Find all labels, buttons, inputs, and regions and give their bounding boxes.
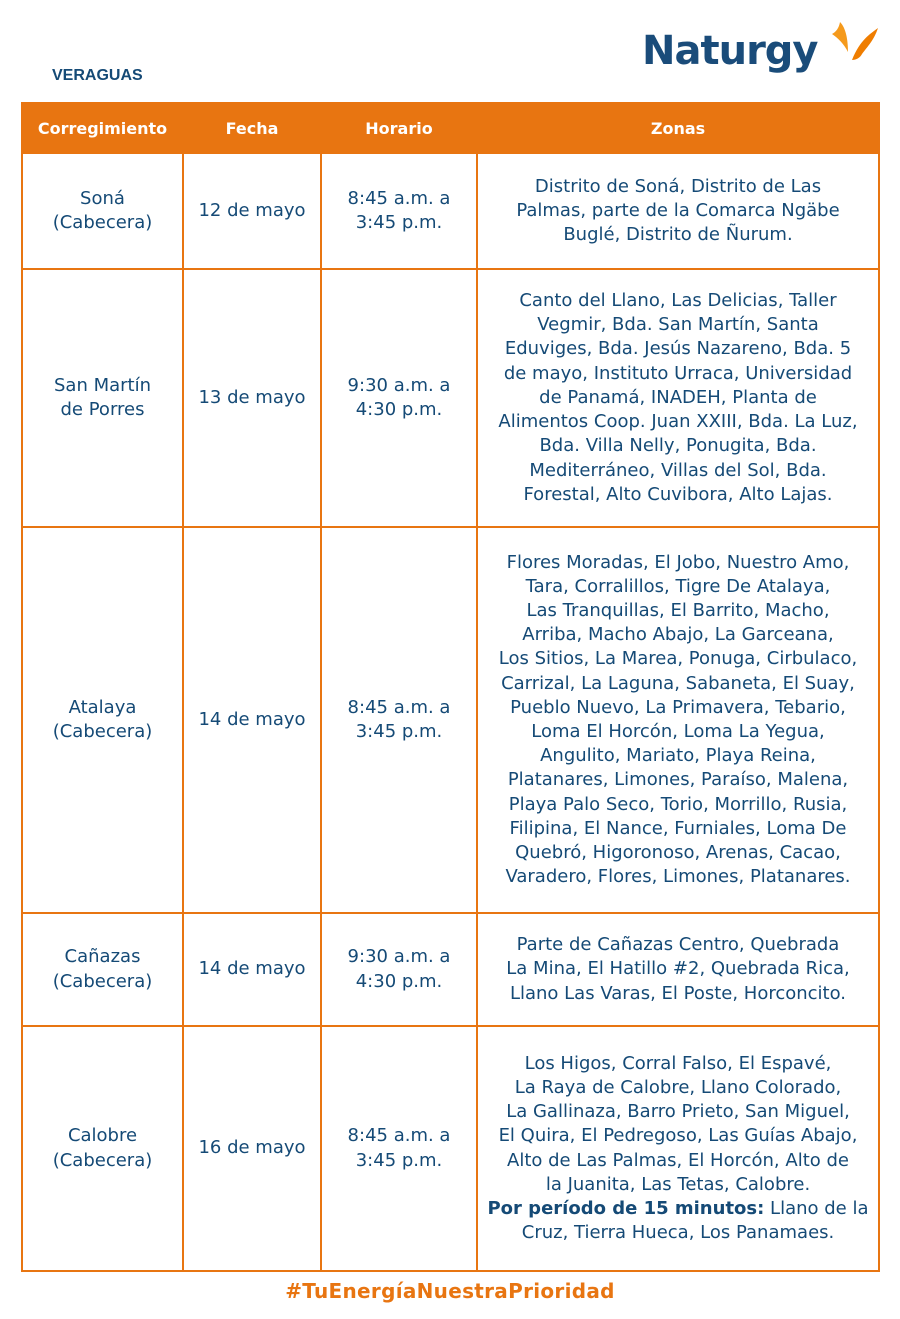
horario-line: 8:45 a.m. a	[347, 1125, 451, 1147]
zonas-line: La Mina, El Hatillo #2, Quebrada Rica,	[506, 958, 850, 980]
zonas-cell	[477, 527, 879, 913]
fecha-cell: 14 de mayo	[183, 527, 321, 913]
zonas-cell	[477, 269, 879, 527]
zonas-line: Loma El Horcón, Loma La Yegua,	[531, 721, 825, 742]
corregimiento-line: Calobre	[67, 1125, 138, 1147]
corregimiento-cell	[22, 1026, 183, 1271]
zonas-line: Distrito de Soná, Distrito de Las	[534, 175, 822, 197]
table-row	[22, 913, 879, 1026]
horario-cell	[321, 269, 477, 527]
zonas-line: la Juanita, Las Tetas, Calobre.	[545, 1173, 811, 1195]
horario-cell	[321, 913, 477, 1026]
horario-cell	[321, 153, 477, 269]
butterfly-icon	[830, 18, 882, 70]
zonas-cell	[477, 1026, 879, 1271]
horario-line: 4:30 p.m.	[355, 970, 443, 992]
corregimiento-cell	[22, 913, 183, 1026]
zonas-line: Alto de Las Palmas, El Horcón, Alto de	[507, 1149, 849, 1171]
zonas-line: Pueblo Nuevo, La Primavera, Tebario,	[510, 696, 846, 718]
zonas-cell	[477, 153, 879, 269]
corregimiento-line: (Cabecera)	[52, 721, 153, 742]
fecha-cell: 14 de mayo	[183, 913, 321, 1026]
zonas-line: Palmas, parte de la Comarca Ngäbe	[516, 199, 840, 221]
zonas-line: Eduviges, Bda. Jesús Nazareno, Bda. 5	[504, 338, 852, 360]
schedule-table	[21, 102, 880, 1272]
footer-hashtag: #TuEnergíaNuestraPrioridad	[285, 1279, 615, 1303]
corregimiento-cell	[22, 269, 183, 527]
fecha-cell: 16 de mayo	[183, 1026, 321, 1271]
corregimiento-cell	[22, 153, 183, 269]
zonas-line: Platanares, Limones, Paraíso, Malena,	[507, 769, 849, 791]
zonas-line: Buglé, Distrito de Ñurum.	[563, 224, 793, 246]
naturgy-logo	[642, 18, 882, 84]
zonas-line: Filipina, El Nance, Furniales, Loma De	[509, 817, 847, 839]
zonas-note-label: Por período de 15 minutos:	[487, 1197, 765, 1219]
zonas-line: Llano Las Varas, El Poste, Horconcito.	[509, 982, 847, 1004]
column-header-fecha: Fecha	[183, 103, 321, 153]
horario-cell	[321, 1026, 477, 1271]
zonas-line: Carrizal, La Laguna, Sabaneta, El Suay,	[501, 672, 855, 694]
zonas-line: La Gallinaza, Barro Prieto, San Miguel,	[506, 1101, 850, 1123]
zonas-line: Mediterráneo, Villas del Sol, Bda.	[529, 459, 827, 481]
zonas-note-text: Llano de la	[764, 1197, 869, 1219]
corregimiento-line: (Cabecera)	[52, 970, 153, 992]
table-row	[22, 1026, 879, 1271]
zonas-line: Forestal, Alto Cuvibora, Alto Lajas.	[523, 483, 833, 505]
corregimiento-cell	[22, 527, 183, 913]
horario-line: 9:30 a.m. a	[347, 374, 451, 396]
zonas-line: Varadero, Flores, Limones, Platanares.	[505, 866, 851, 888]
zonas-line: Alimentos Coop. Juan XXIII, Bda. La Luz,	[498, 411, 858, 433]
zonas-line: Cruz, Tierra Hueca, Los Panamaes.	[521, 1222, 835, 1244]
corregimiento-line: (Cabecera)	[52, 1149, 153, 1171]
zonas-line: de Panamá, INADEH, Planta de	[539, 386, 817, 408]
table-row	[22, 527, 879, 913]
corregimiento-line: Cañazas	[64, 946, 141, 968]
region-title: VERAGUAS	[52, 67, 143, 84]
horario-line: 8:45 a.m. a	[347, 187, 451, 209]
column-header-horario: Horario	[321, 103, 477, 153]
logo-wordmark: Naturgy	[642, 28, 818, 74]
zonas-line: Quebró, Higoronoso, Arenas, Cacao,	[515, 842, 841, 864]
corregimiento-line: San Martín	[53, 374, 151, 396]
zonas-cell	[477, 913, 879, 1026]
column-header-zonas: Zonas	[477, 103, 879, 153]
horario-line: 9:30 a.m. a	[347, 946, 451, 968]
horario-cell	[321, 527, 477, 913]
header-row	[22, 103, 879, 153]
zonas-line: Parte de Cañazas Centro, Quebrada	[516, 934, 840, 956]
zonas-line: Bda. Villa Nelly, Ponugita, Bda.	[539, 435, 817, 457]
zonas-line: Arriba, Macho Abajo, La Garceana,	[522, 624, 834, 646]
zonas-line: Las Tranquillas, El Barrito, Macho,	[526, 599, 830, 621]
corregimiento-line: de Porres	[60, 399, 145, 420]
horario-line: 8:45 a.m. a	[347, 696, 451, 718]
horario-line: 3:45 p.m.	[355, 1149, 443, 1171]
zonas-line: Canto del Llano, Las Delicias, Taller	[519, 290, 837, 312]
corregimiento-line: Soná	[80, 187, 125, 209]
horario-line: 3:45 p.m.	[355, 721, 443, 742]
zonas-line: Los Sitios, La Marea, Ponuga, Cirbulaco,	[498, 648, 858, 670]
zonas-line: El Quira, El Pedregoso, Las Guías Abajo,	[498, 1125, 858, 1147]
corregimiento-line: Atalaya	[68, 696, 137, 718]
fecha-cell: 12 de mayo	[183, 153, 321, 269]
column-header-corregimiento: Corregimiento	[22, 103, 183, 153]
table-row	[22, 269, 879, 527]
zonas-line: Flores Moradas, El Jobo, Nuestro Amo,	[506, 551, 850, 573]
zonas-note-line	[486, 1197, 870, 1221]
zonas-line: Angulito, Mariato, Playa Reina,	[540, 745, 816, 767]
horario-line: 3:45 p.m.	[355, 212, 443, 233]
table-row	[22, 153, 879, 269]
zonas-line: Playa Palo Seco, Torio, Morrillo, Rusia,	[508, 793, 848, 815]
zonas-line: Vegmir, Bda. San Martín, Santa	[537, 314, 819, 336]
zonas-line: Los Higos, Corral Falso, El Espavé,	[524, 1052, 832, 1074]
corregimiento-line: (Cabecera)	[52, 212, 153, 233]
fecha-cell: 13 de mayo	[183, 269, 321, 527]
zonas-line: de mayo, Instituto Urraca, Universidad	[503, 362, 853, 384]
zonas-line: Tara, Corralillos, Tigre De Atalaya,	[525, 575, 831, 597]
zonas-line: La Raya de Calobre, Llano Colorado,	[514, 1076, 842, 1098]
horario-line: 4:30 p.m.	[355, 399, 443, 420]
